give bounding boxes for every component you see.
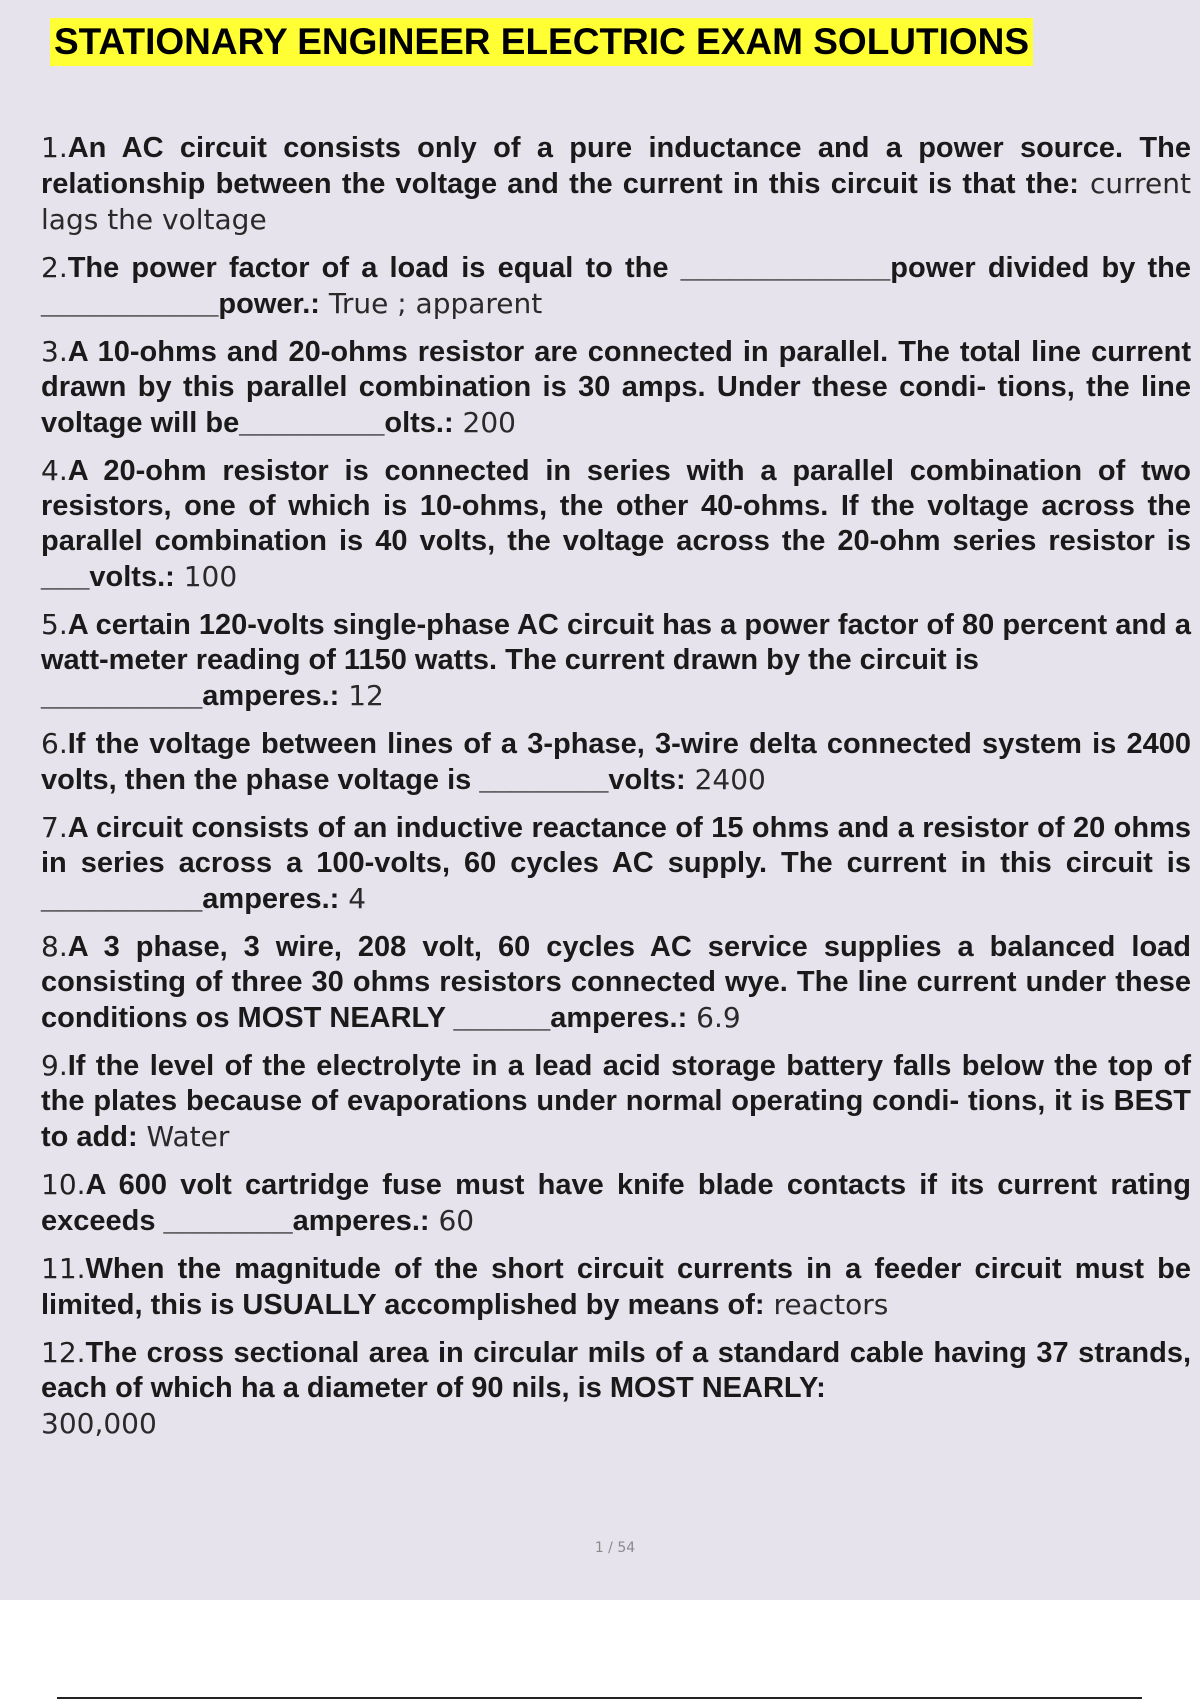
- question-text: An AC circuit consists only of a pure inductance and a power source. The relationship between the voltage and the current in this circuit is that the:: [41, 132, 1191, 200]
- question-number: 9.: [41, 1049, 68, 1082]
- question-answer: 60: [429, 1204, 475, 1237]
- question-text: A 3 phase, 3 wire, 208 volt, 60 cycles AC service supplies a balanced load consisting of three 30 ohms resistors connected wye. The line current under these conditions os MOST NEARLY ______amperes.:: [41, 931, 1191, 1034]
- question-text: The power factor of a load is equal to the _____________power divided by the ___________power.:: [41, 252, 1191, 320]
- question-item: [41, 607, 1191, 714]
- question-answer: 4: [339, 882, 367, 915]
- question-item: [41, 1335, 1191, 1442]
- question-text: If the voltage between lines of a 3-phase, 3-wire delta connected system is 2400 volts, then the phase voltage is ________volts:: [41, 728, 1191, 796]
- question-number: 7.: [41, 811, 68, 844]
- question-text: A 20-ohm resistor is connected in series with a parallel combination of two resistors, one of which is 10-ohms, the other 40-ohms. If the voltage across the parallel combination is 40 volts, the voltage across the 20-ohm series resistor is ___volts.:: [41, 455, 1191, 593]
- question-answer: 200: [453, 406, 516, 439]
- document-title: STATIONARY ENGINEER ELECTRIC EXAM SOLUTIONS: [50, 18, 1033, 66]
- question-number: 1.: [41, 131, 68, 164]
- question-text: When the magnitude of the short circuit currents in a feeder circuit must be limited, this is USUALLY accomplished by means of:: [41, 1253, 1191, 1321]
- question-number: 3.: [41, 335, 68, 368]
- question-answer: 100: [174, 560, 238, 593]
- question-answer: True ; apparent: [319, 287, 543, 320]
- question-answer: 6.9: [687, 1001, 741, 1034]
- question-answer: 300,000: [41, 1407, 157, 1440]
- question-item: [41, 1048, 1191, 1155]
- question-text: A circuit consists of an inductive reactance of 15 ohms and a resistor of 20 ohms in series across a 100-volts, 60 cycles AC supply. The current in this circuit is __________amperes.:: [41, 812, 1191, 915]
- question-text: A 10-ohms and 20-ohms resistor are connected in parallel. The total line current drawn by this parallel combination is 30 amps. Under these condi- tions, the line voltage will be_________olts.:: [41, 336, 1191, 439]
- question-answer: Water: [137, 1120, 230, 1153]
- question-answer: 2400: [685, 763, 766, 796]
- question-item: [41, 453, 1191, 595]
- question-text: A certain 120-volts single-phase AC circuit has a power factor of 80 percent and a watt-meter reading of 1150 watts. The current drawn by the circuit is: [41, 609, 1191, 676]
- question-list: [41, 130, 1191, 1454]
- question-item: [41, 334, 1191, 441]
- question-number: 11.: [41, 1252, 86, 1285]
- question-text-continued: __________amperes.:: [41, 680, 340, 712]
- question-number: 5.: [41, 608, 68, 641]
- question-number: 4.: [41, 454, 68, 487]
- question-item: [41, 1251, 1191, 1323]
- question-item: [41, 929, 1191, 1036]
- question-item: [41, 130, 1191, 238]
- question-number: 2.: [41, 251, 68, 284]
- question-text: The cross sectional area in circular mils of a standard cable having 37 strands, each of which ha a diameter of 90 nils, is MOST NEARLY:: [41, 1337, 1191, 1404]
- question-answer: reactors: [764, 1288, 889, 1321]
- question-number: 6.: [41, 727, 68, 760]
- page-number: 1 / 54: [594, 1540, 636, 1556]
- question-item: [41, 250, 1191, 322]
- question-answer: current lags the voltage: [41, 167, 1191, 236]
- footer-divider: [57, 1697, 1142, 1699]
- question-item: [41, 1167, 1191, 1239]
- question-text: If the level of the electrolyte in a lead acid storage battery falls below the top of the plates because of evaporations under normal operating condi- tions, it is BEST to add:: [41, 1050, 1191, 1153]
- question-number: 10.: [41, 1168, 86, 1201]
- question-number: 8.: [41, 930, 68, 963]
- question-item: [41, 810, 1191, 917]
- question-text: A 600 volt cartridge fuse must have knife blade contacts if its current rating exceeds ________amperes.:: [41, 1169, 1191, 1237]
- question-item: [41, 726, 1191, 798]
- question-number: 12.: [41, 1336, 86, 1369]
- question-answer: 12: [339, 679, 384, 712]
